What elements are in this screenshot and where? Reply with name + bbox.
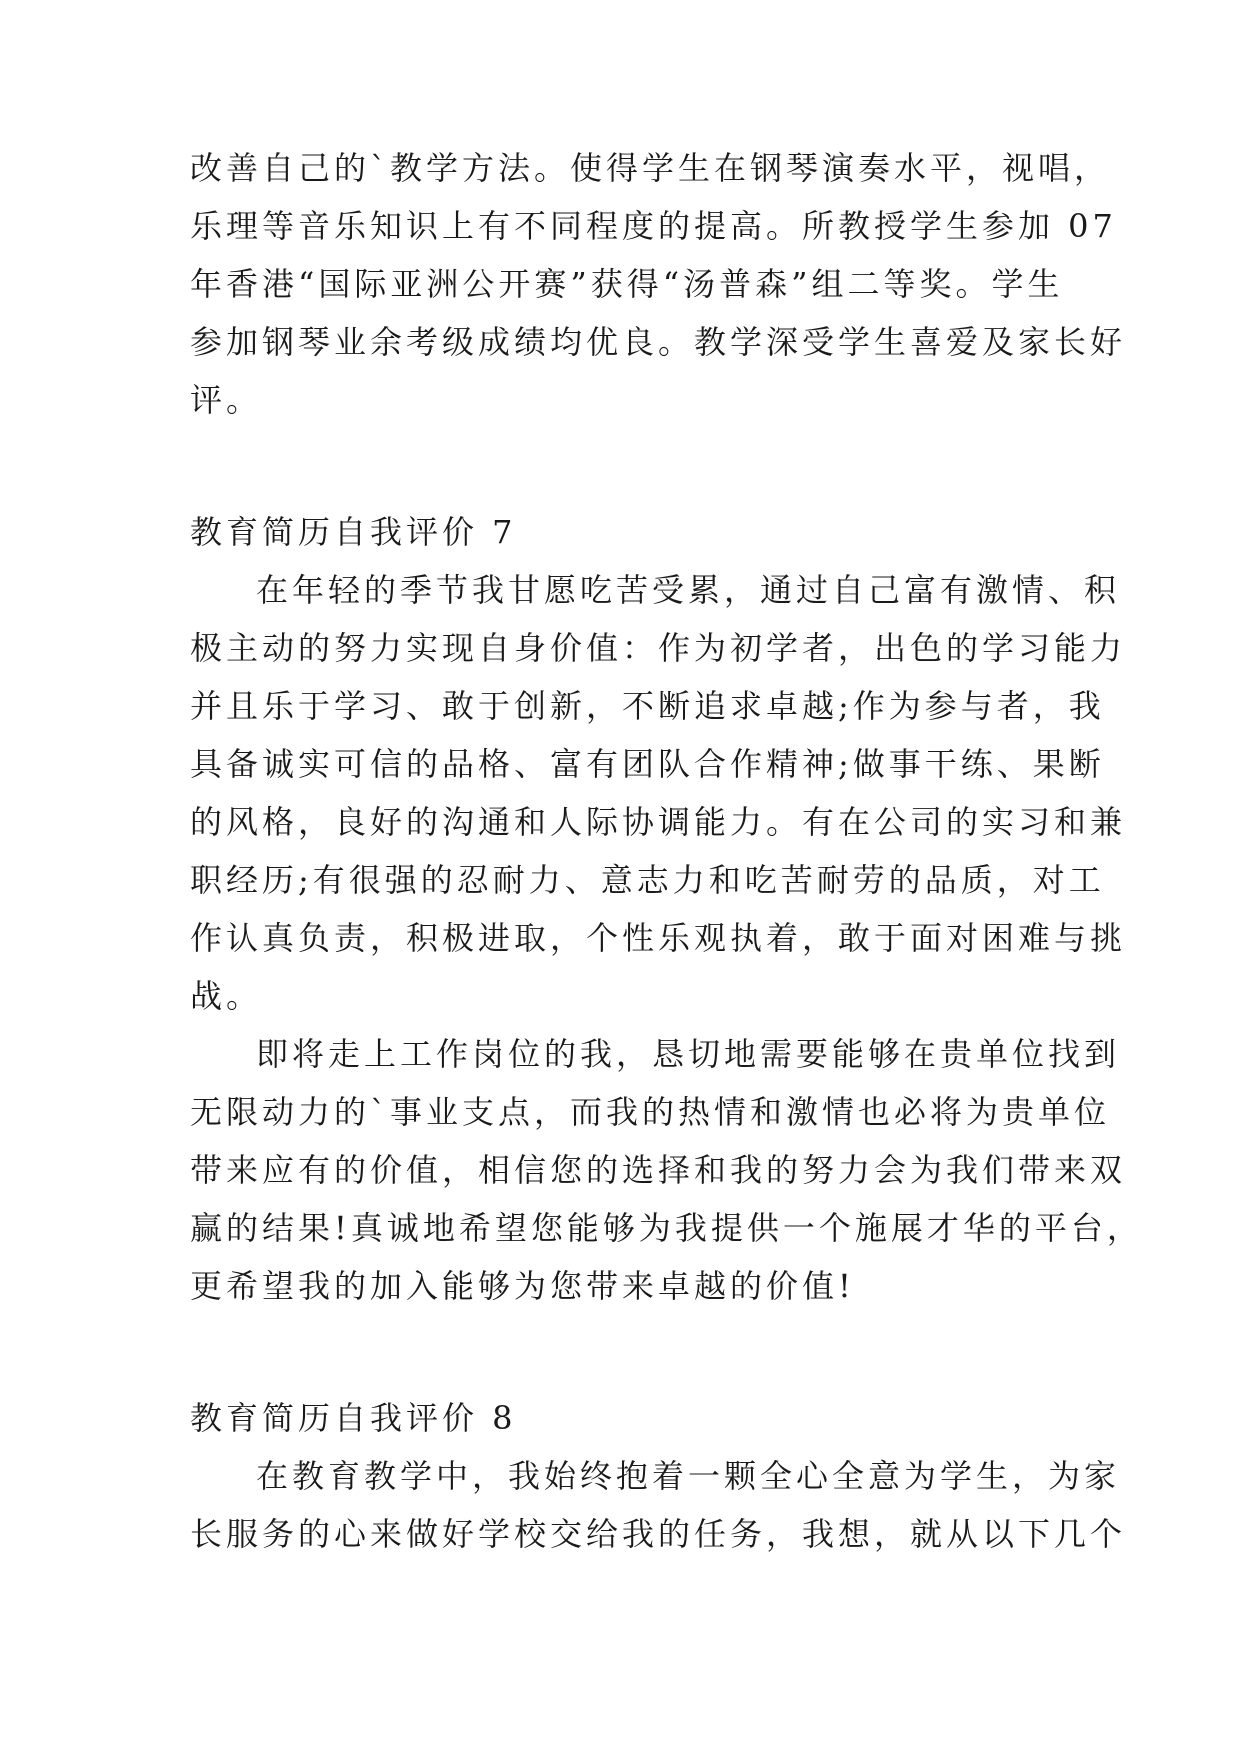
text-line: 赢的结果!真诚地希望您能够为我提供一个施展才华的平台，	[190, 1209, 1143, 1247]
text-line: 并且乐于学习、敢于创新，不断追求卓越;作为参与者，我	[190, 687, 1105, 725]
text-line: 乐理等音乐知识上有不同程度的提高。所教授学生参加 07	[190, 207, 1117, 245]
section-heading: 教育简历自我评价 7	[190, 513, 517, 551]
text-line: 无限动力的`事业支点，而我的热情和激情也必将为贵单位	[190, 1093, 1111, 1131]
text-line: 的风格，良好的沟通和人际协调能力。有在公司的实习和兼	[190, 803, 1127, 841]
text-line: 长服务的心来做好学校交给我的任务，我想，就从以下几个	[190, 1515, 1127, 1553]
text-line: 战。	[190, 977, 263, 1015]
text-line: 更希望我的加入能够为您带来卓越的价值!	[190, 1267, 855, 1305]
text-line: 带来应有的价值，相信您的选择和我的努力会为我们带来双	[190, 1151, 1127, 1189]
text-line: 职经历;有很强的忍耐力、意志力和吃苦耐劳的品质，对工	[190, 861, 1105, 899]
section-heading: 教育简历自我评价 8	[190, 1399, 517, 1437]
text-line: 极主动的努力实现自身价值：作为初学者，出色的学习能力	[190, 629, 1127, 667]
text-line: 改善自己的`教学方法。使得学生在钢琴演奏水平，视唱，	[190, 149, 1111, 187]
text-line: 年香港“国际亚洲公开赛”获得“汤普森”组二等奖。学生	[190, 265, 1064, 303]
text-line: 在教育教学中，我始终抱着一颗全心全意为学生，为家	[256, 1457, 1121, 1495]
text-line: 评。	[190, 381, 263, 419]
text-line: 在年轻的季节我甘愿吃苦受累，通过自己富有激情、积	[256, 571, 1121, 609]
text-line: 参加钢琴业余考级成绩均优良。教学深受学生喜爱及家长好	[190, 323, 1127, 361]
text-line: 具备诚实可信的品格、富有团队合作精神;做事干练、果断	[190, 745, 1105, 783]
text-line: 即将走上工作岗位的我，恳切地需要能够在贵单位找到	[256, 1035, 1121, 1073]
text-line: 作认真负责，积极进取，个性乐观执着，敢于面对困难与挑	[190, 919, 1127, 957]
